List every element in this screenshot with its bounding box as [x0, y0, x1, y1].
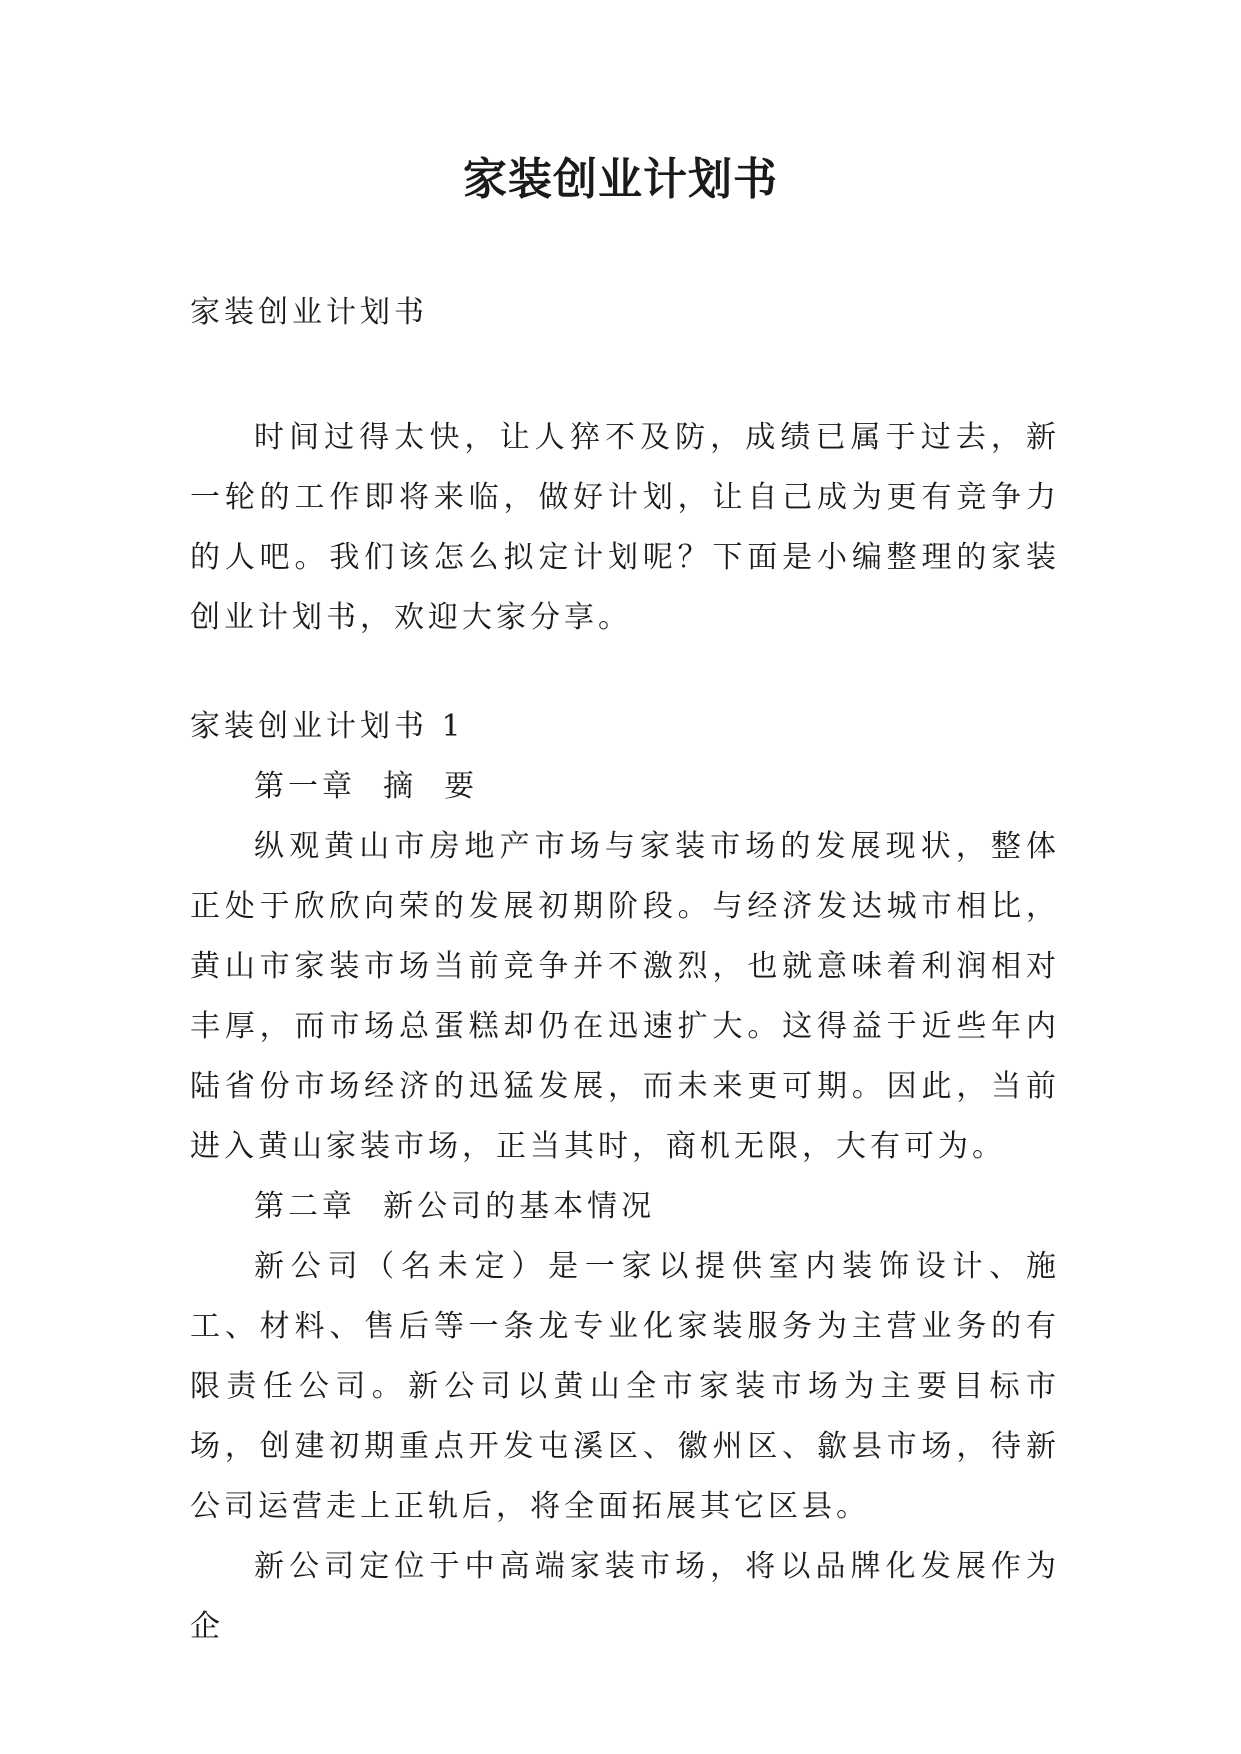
chapter-2-paragraph-1: 新公司（名未定）是一家以提供室内装饰设计、施工、材料、售后等一条龙专业化家装服务为主营业务的有限责任公司。新公司以黄山全市家装市场为主要目标市场，创建初期重点开发屯溪区、徽州区、歙县市场，待新公司运营走上正轨后，将全面拓展其它区县。 [190, 1249, 1060, 1524]
intro-paragraph: 时间过得太快，让人猝不及防，成绩已属于过去，新一轮的工作即将来临，做好计划，让自己成为更有竞争力的人吧。我们该怎么拟定计划呢？下面是小编整理的家装创业计划书，欢迎大家分享。 [190, 420, 1060, 635]
document-subtitle: 家装创业计划书 [190, 295, 428, 330]
document-title: 家装创业计划书 [463, 154, 778, 205]
chapter-2-paragraph-2: 新公司定位于中高端家装市场，将以品牌化发展作为企 [190, 1549, 1060, 1644]
chapter-1-paragraph: 纵观黄山市房地产市场与家装市场的发展现状，整体正处于欣欣向荣的发展初期阶段。与经济发达城市相比，黄山市家装市场当前竞争并不激烈，也就意味着利润相对丰厚，而市场总蛋糕却仍在迅速扩大。这得益于近些年内陆省份市场经济的迅猛发展，而未来更可期。因此，当前进入黄山家装市场，正当其时，商机无限，大有可为。 [190, 829, 1060, 1164]
chapter-2-heading: 第二章 新公司的基本情况 [254, 1189, 656, 1224]
chapter-1-heading: 第一章 摘 要 [254, 769, 479, 804]
section-title-1: 家装创业计划书 1 [190, 709, 465, 744]
